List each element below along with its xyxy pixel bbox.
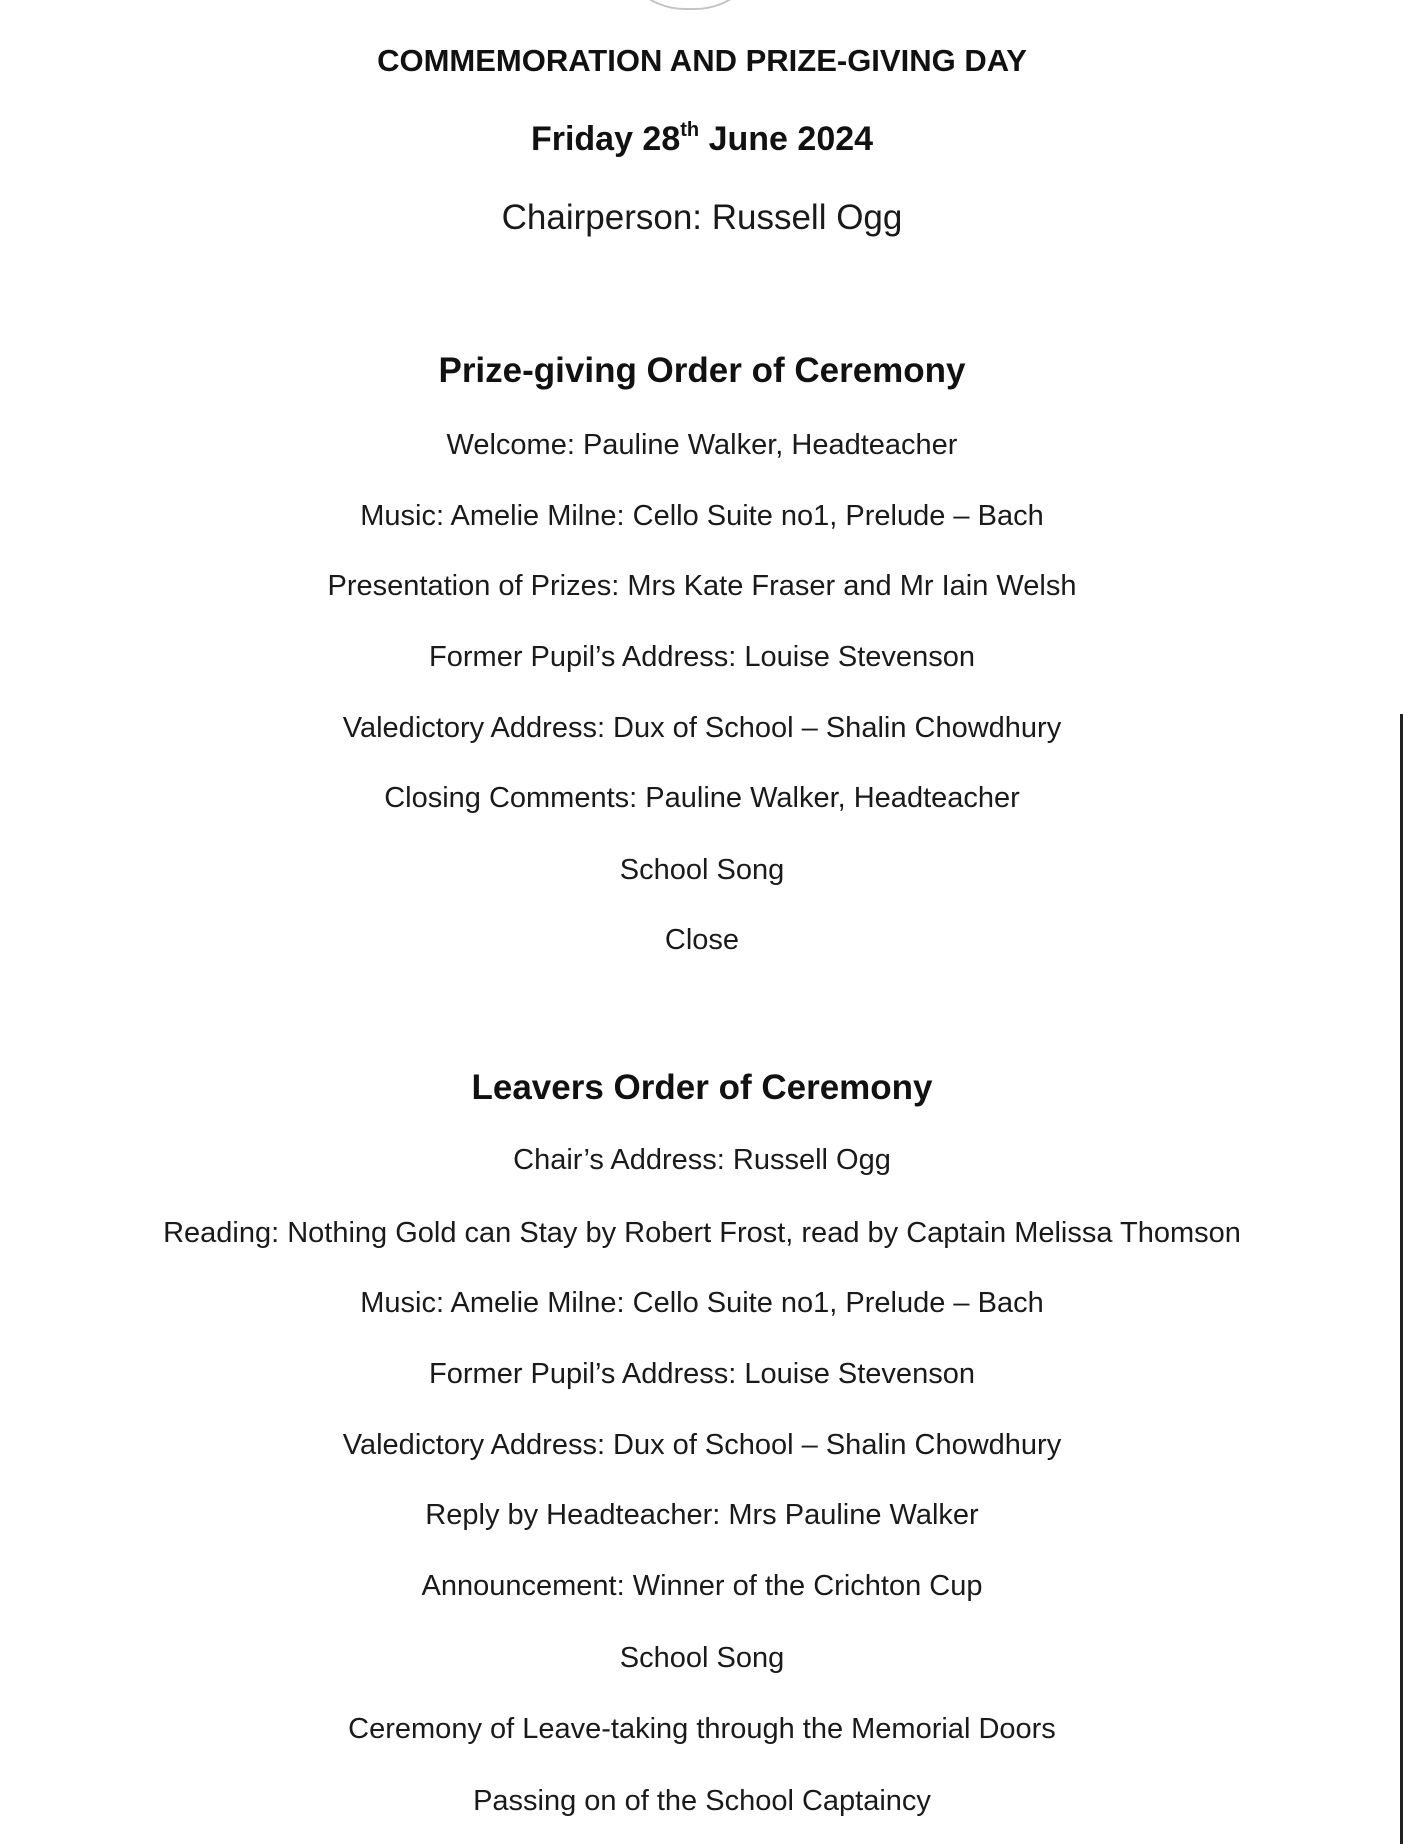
event-date-suffix: th [680, 119, 700, 141]
prize-giving-item: Welcome: Pauline Walker, Headteacher [446, 429, 958, 461]
school-crest-edge [615, 0, 765, 10]
leavers-item: Announcement: Winner of the Crichton Cup [421, 1570, 983, 1602]
leavers-item: Reading: Nothing Gold can Stay by Robert Frost, read by Captain Melissa Thomson [163, 1217, 1241, 1249]
chairperson-line: Chairperson: Russell Ogg [501, 198, 903, 237]
prize-giving-item: Former Pupil’s Address: Louise Stevenson [429, 641, 975, 673]
leavers-item: Chair’s Address: Russell Ogg [513, 1144, 891, 1176]
leavers-item: Music: Amelie Milne: Cello Suite no1, Prelude – Bach [360, 1287, 1044, 1319]
leavers-item: Passing on of the School Captaincy [473, 1785, 931, 1817]
prize-giving-heading: Prize-giving Order of Ceremony [438, 351, 966, 390]
leavers-item: School Song [619, 1642, 785, 1674]
leavers-item: Valedictory Address: Dux of School – Shalin Chowdhury [342, 1429, 1062, 1461]
event-date-day: Friday 28 [530, 120, 681, 158]
event-date-rest: June 2024 [699, 120, 874, 158]
leavers-item: Ceremony of Leave-taking through the Memorial Doors [348, 1713, 1056, 1745]
prize-giving-item: Valedictory Address: Dux of School – Shalin Chowdhury [342, 712, 1062, 744]
leavers-item: Former Pupil’s Address: Louise Stevenson [429, 1358, 975, 1390]
prize-giving-item: School Song [619, 854, 785, 886]
event-date [0, 119, 1404, 158]
leavers-item: Reply by Headteacher: Mrs Pauline Walker [425, 1499, 979, 1531]
prize-giving-item: Close [664, 924, 740, 956]
prize-giving-item: Closing Comments: Pauline Walker, Headteacher [384, 782, 1020, 814]
prize-giving-item: Music: Amelie Milne: Cello Suite no1, Prelude – Bach [360, 500, 1044, 532]
page-title: COMMEMORATION AND PRIZE-GIVING DAY [377, 43, 1027, 78]
prize-giving-item: Presentation of Prizes: Mrs Kate Fraser and Mr Iain Welsh [327, 570, 1077, 602]
leavers-heading: Leavers Order of Ceremony [471, 1068, 933, 1107]
